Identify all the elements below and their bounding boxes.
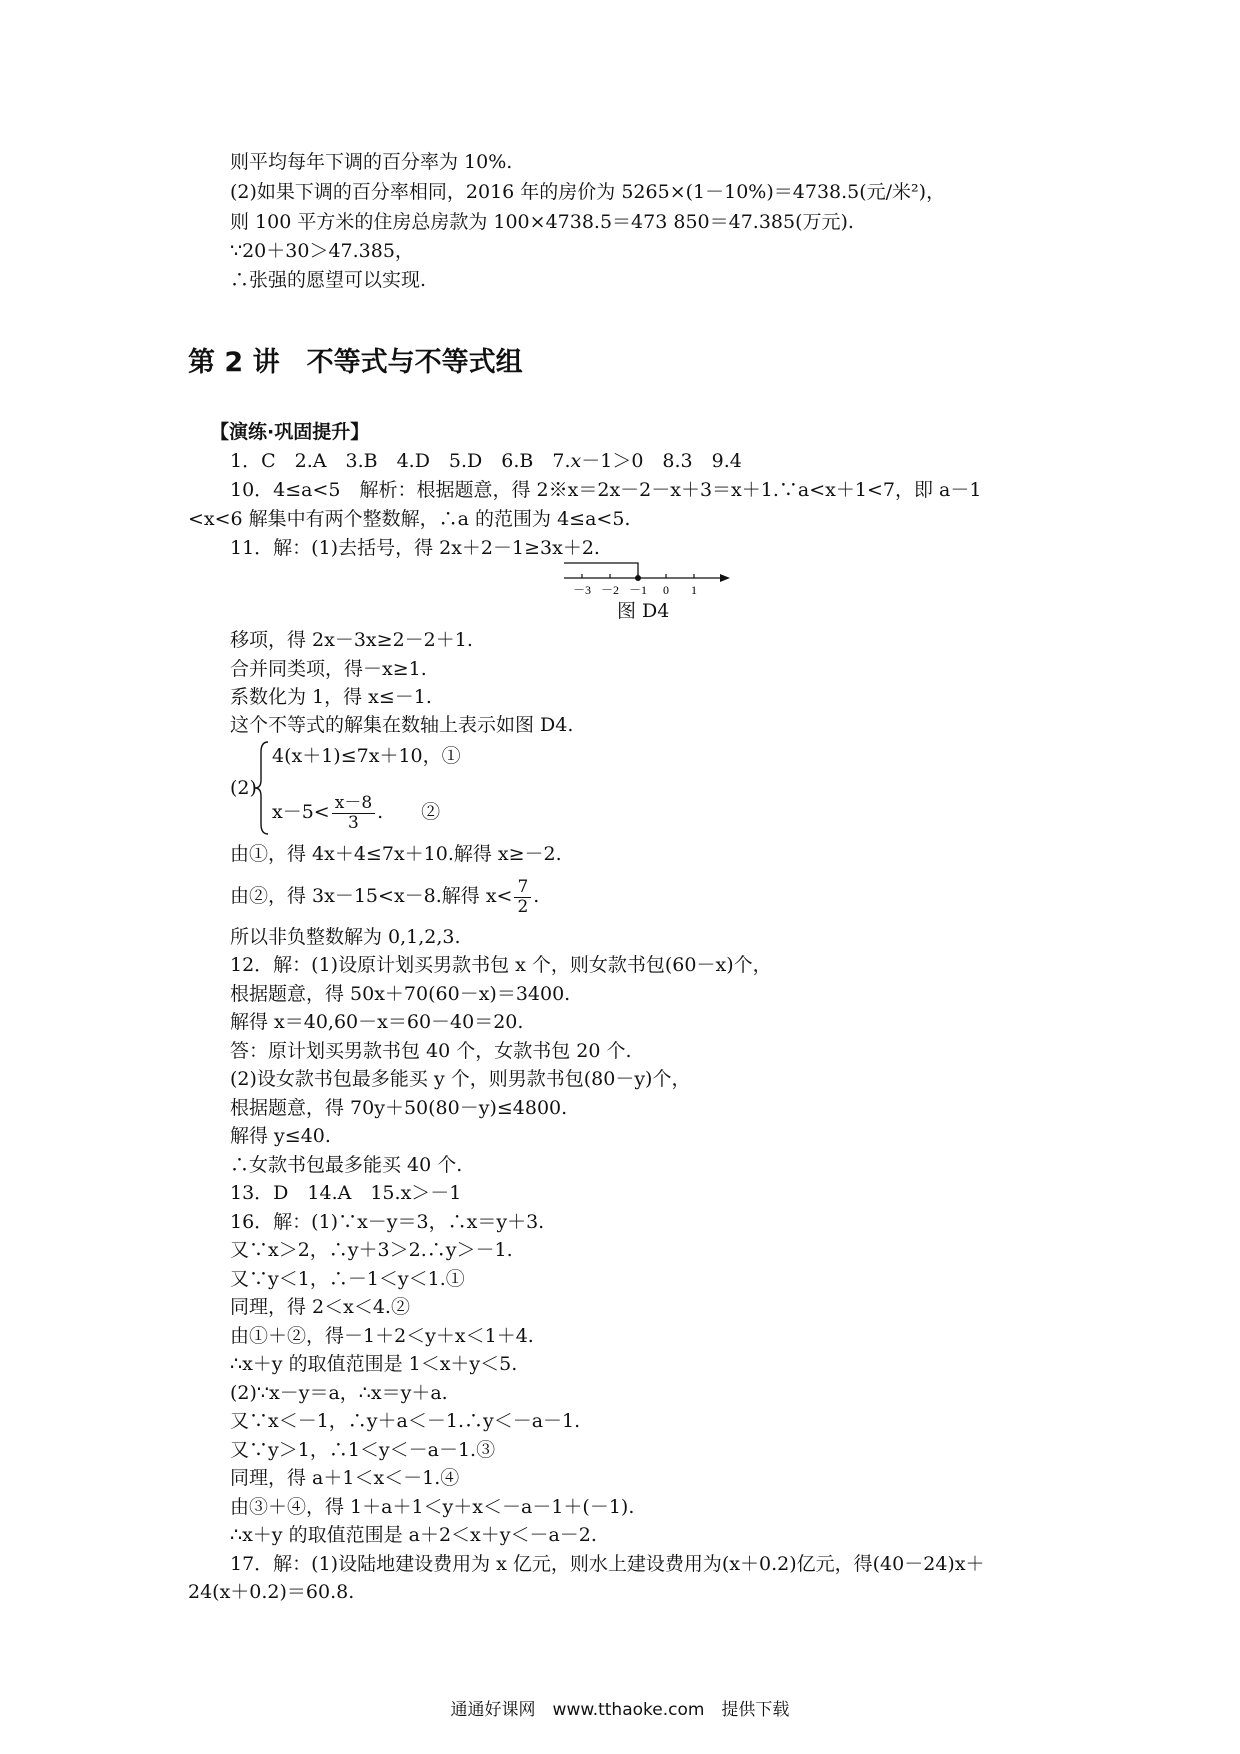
numerator: x－8	[332, 794, 375, 814]
text-line: 又∵y＞1，∴1＜y＜－a－1.③	[230, 1439, 496, 1461]
text-fragment: x－5<	[272, 801, 330, 823]
tick-label: －3	[572, 583, 592, 597]
text-line: 由①＋②，得－1＋2＜y＋x＜1＋4.	[230, 1325, 534, 1347]
text-line: ∴x＋y 的取值范围是 a＋2＜x＋y＜－a－2.	[230, 1524, 597, 1546]
text-line: 10．4≤a<5 解析：根据题意，得 2※x＝2x－2－x＋3＝x＋1.∵a<x＋1<7，即 a－1	[230, 479, 982, 501]
text-line: 所以非负整数解为 0,1,2,3.	[230, 926, 461, 948]
text-line: 解得 x＝40,60－x＝60－40＝20.	[230, 1011, 524, 1033]
text-line: 又∵x＞2，∴y＋3＞2.∴y＞－1.	[230, 1239, 513, 1261]
text-line: ∴女款书包最多能买 40 个.	[230, 1154, 463, 1176]
tick-label: 1	[691, 583, 697, 597]
text-line: 同理，得 2＜x＜4.②	[230, 1296, 410, 1318]
figure-caption: 图 D4	[617, 600, 670, 622]
text-line: 解得 y≤40.	[230, 1125, 331, 1147]
system-inequality-1: 4(x＋1)≤7x＋10，①	[272, 745, 461, 767]
text-fragment: 由②，得 3x－15<x－8.解得 x<	[230, 885, 513, 907]
lecture-heading: 第 2 讲 不等式与不等式组	[188, 347, 523, 378]
tick-label: 0	[663, 583, 669, 597]
text-line	[230, 876, 539, 917]
page-footer: 通通好课网 www.tthaoke.com 提供下载	[450, 1700, 790, 1720]
denominator: 3	[348, 812, 359, 833]
text-line: 系数化为 1，得 x≤－1.	[230, 686, 432, 708]
answers-line	[230, 449, 742, 473]
text-line: 24(x＋0.2)＝60.8.	[188, 1581, 355, 1603]
text-line: 这个不等式的解集在数轴上表示如图 D4.	[230, 714, 574, 736]
text-line: 则 100 平方米的住房总房款为 100×4738.5＝473 850＝47.385(万元).	[230, 211, 854, 233]
fraction	[332, 794, 375, 833]
tick-label: －2	[600, 583, 620, 597]
answers-text: －1＞0 8.3 9.4	[581, 450, 742, 472]
system-inequality-2	[272, 792, 440, 833]
text-line: 又∵x＜－1，∴y＋a＜－1.∴y＜－a－1.	[230, 1410, 581, 1432]
answers-text: 1．C 2.A 3.B 4.D 5.D 6.B 7.	[230, 450, 571, 472]
text-line: 合并同类项，得－x≥1.	[230, 658, 427, 680]
text-line: (2)设女款书包最多能买 y 个，则男款书包(80－y)个，	[230, 1068, 691, 1090]
text-line: 16．解：(1)∵x－y＝3，∴x＝y＋3.	[230, 1211, 545, 1233]
denominator: 2	[517, 896, 529, 917]
text-fragment: . ②	[377, 801, 441, 823]
text-line: (2)如果下调的百分率相同，2016 年的房价为 5265×(1－10%)＝4738.5(元/米²)，	[230, 181, 946, 203]
number-line-figure	[560, 560, 730, 598]
text-line: 由①，得 4x＋4≤7x＋10.解得 x≥－2.	[230, 843, 562, 865]
system-label: (2)	[230, 777, 257, 799]
answers-line: 13．D 14.A 15.x＞－1	[230, 1182, 462, 1204]
text-line: ∴x＋y 的取值范围是 1＜x＋y＜5.	[230, 1353, 518, 1375]
text-line: 由③＋④，得 1＋a＋1＜y＋x＜－a－1＋(－1).	[230, 1496, 635, 1518]
text-fragment: .	[533, 885, 540, 907]
text-line: ∴张强的愿望可以实现.	[230, 269, 427, 291]
fraction	[514, 878, 531, 917]
text-line: 移项，得 2x－3x≥2－2＋1.	[230, 629, 473, 651]
section-label: 【演练·巩固提升】	[210, 421, 370, 443]
text-line: 11．解：(1)去括号，得 2x＋2－1≥3x＋2.	[230, 537, 600, 559]
text-line: 17．解：(1)设陆地建设费用为 x 亿元，则水上建设费用为(x＋0.2)亿元，得(40－24)x＋	[230, 1553, 985, 1575]
text-line: <x<6 解集中有两个整数解，∴a 的范围为 4≤a<5.	[188, 508, 631, 530]
answers-var: x	[570, 450, 582, 472]
numerator: 7	[514, 878, 531, 898]
text-line: 则平均每年下调的百分率为 10%.	[230, 151, 513, 173]
text-line: 又∵y＜1，∴－1＜y＜1.①	[230, 1268, 465, 1290]
text-line: 同理，得 a＋1＜x＜－1.④	[230, 1467, 460, 1489]
text-line: 根据题意，得 70y＋50(80－y)≤4800.	[230, 1097, 568, 1119]
tick-label: －1	[628, 583, 648, 597]
text-line: ∵20＋30＞47.385，	[230, 240, 414, 262]
text-line: (2)∵x－y＝a，∴x＝y＋a.	[230, 1382, 448, 1404]
text-line: 答：原计划买男款书包 40 个，女款书包 20 个.	[230, 1040, 632, 1062]
text-line: 12．解：(1)设原计划买男款书包 x 个，则女款书包(60－x)个，	[230, 954, 772, 976]
text-line: 根据题意，得 50x＋70(60－x)＝3400.	[230, 983, 571, 1005]
